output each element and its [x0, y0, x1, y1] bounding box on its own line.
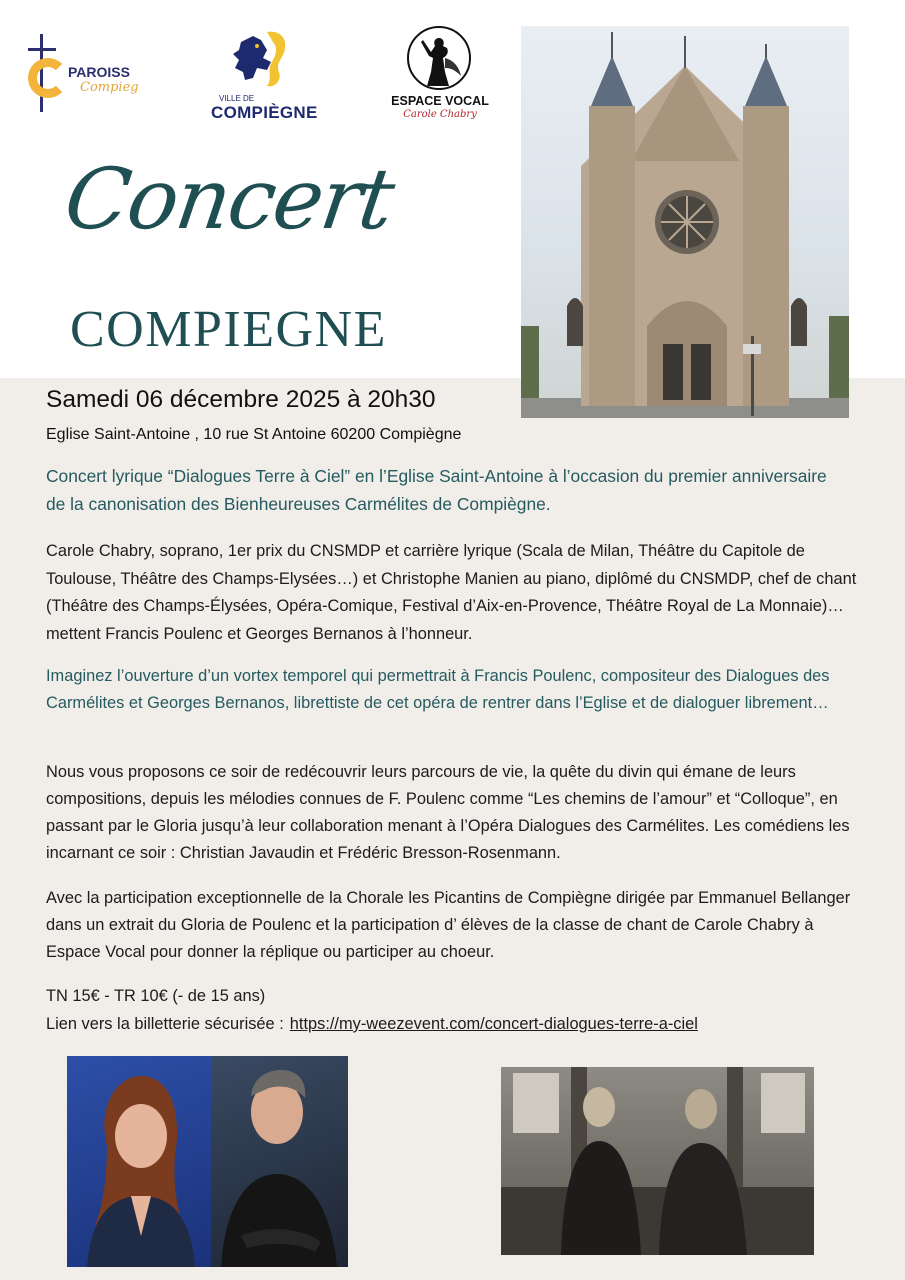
- espace-vocal-sub: Carole Chabry: [403, 109, 477, 120]
- paroisse-name: PAROISS: [68, 64, 130, 80]
- ticket-prices: TN 15€ - TR 10€ (- de 15 ans): [46, 987, 266, 1005]
- ville-compiegne-logo: [205, 28, 318, 123]
- singer-silhouette-icon: [407, 26, 471, 90]
- church-facade-illustration: [521, 26, 849, 418]
- artists-photo: [67, 1056, 348, 1267]
- concert-script-title: Concert: [59, 150, 399, 248]
- pianist-portrait: [211, 1056, 348, 1267]
- event-address: Eglise Saint-Antoine , 10 rue St Antoine 60200 Compiègne: [46, 426, 462, 443]
- ville-name: COMPIÈGNE: [211, 103, 318, 122]
- ticket-link-label: Lien vers la billetterie sécurisée :: [46, 1015, 284, 1033]
- poulenc-bernanos-photo: [501, 1067, 814, 1255]
- church-photo: [521, 26, 849, 418]
- ticket-line: [46, 1015, 698, 1034]
- ville-label: VILLE DE: [219, 94, 255, 103]
- chorale-paragraph: Avec la participation exceptionnelle de la Chorale les Picantins de Compiègne dirigée par Emmanuel Bellanger dans un extrait du Gloria de Poulenc et la participation d’ élèves de la classe de chant de Carole Chabry à Espace Vocal pour donner la réplique ou participer au choeur.: [46, 889, 851, 961]
- intro-paragraph: Concert lyrique “Dialogues Terre à Ciel” en l’Eglise Saint-Antoine à l’occasion du premier anniversaire de la canonisation des Bienheureuses Carmélites de Compiègne.: [46, 466, 827, 514]
- paroisse-logo: [24, 34, 139, 114]
- cross-bar: [28, 48, 56, 51]
- city-title: COMPIEGNE: [70, 301, 387, 358]
- program-paragraph: Nous vous proposons ce soir de redécouvrir leurs parcours de vie, la quête du divin qui émane de leurs compositions, depuis les mélodies connues de F. Poulenc comme “Les chemins de l’amour” et “Colloque”, en passant par le Gloria jusqu’à leur collaboration menant à l’Opéra Dialogues des Carmélites. Les comédiens les incarnant ce soir : Christian Javaudin et Frédéric Bresson-Rosenmann.: [46, 763, 850, 862]
- soprano-portrait: [67, 1056, 211, 1267]
- paroisse-ring: [28, 58, 68, 98]
- artists-bio-paragraph: Carole Chabry, soprano, 1er prix du CNSMDP et carrière lyrique (Scala de Milan, Théâtre du Capitole de Toulouse, Théâtre des Champs-Elysées…) et Christophe Manien au piano, diplômé du CNSMDP, chef de chant (Théâtre des Champs-Élysées, Opéra-Comique, Festival d’Aix-en-Provence, Théâtre Royal de La Monnaie)… mettent Francis Poulenc et Georges Bernanos à l’honneur.: [46, 542, 857, 643]
- event-date: Samedi 06 décembre 2025 à 20h30: [46, 386, 436, 413]
- imagine-paragraph: Imaginez l’ouverture d’un vortex temporel qui permettrait à Francis Poulenc, compositeur des Dialogues des Carmélites et Georges Bernanos, librettiste de cet opéra de rentrer dans l’Eglise et de dialoguer librement…: [46, 667, 830, 712]
- espace-vocal-title: ESPACE VOCAL: [391, 94, 489, 108]
- ticket-link[interactable]: https://my-weezevent.com/concert-dialogues-terre-a-ciel: [289, 1015, 698, 1033]
- paroisse-sub: Compieg: [80, 80, 139, 95]
- lion-shield-icon: [227, 28, 293, 92]
- espace-vocal-logo: [382, 26, 498, 126]
